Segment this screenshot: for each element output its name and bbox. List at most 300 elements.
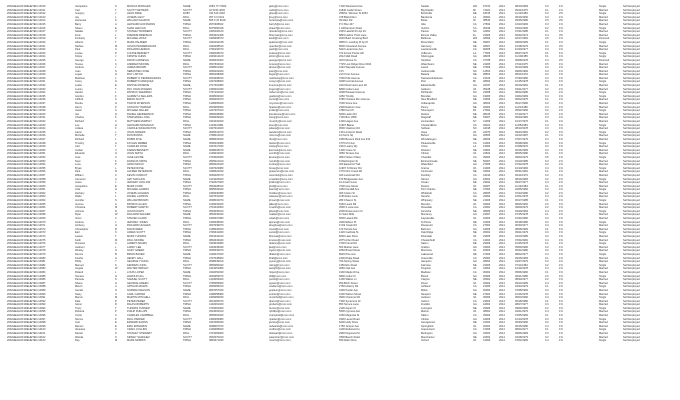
- table-body: [7, 5, 673, 343]
- table-cell: 1%: [559, 296, 563, 300]
- table-cell: NAME: [183, 84, 191, 88]
- table-cell: 1%: [559, 166, 563, 170]
- table-cell: PAUL: [183, 26, 190, 30]
- table-cell: 41006: [483, 339, 491, 343]
- table-cell: 0.4: [545, 267, 549, 271]
- table-cell: 2014: [499, 123, 505, 127]
- table-cell: 2002HEAHOF1REHETEN-10080: [7, 256, 46, 260]
- table-cell: NAME: [183, 177, 191, 181]
- table-cell: Self Employed: [623, 270, 640, 274]
- table-cell: CA: [473, 173, 477, 177]
- table-cell: Hope: [421, 130, 428, 134]
- table-cell: 1%: [559, 181, 563, 185]
- table-cell: 2014: [499, 299, 505, 303]
- table-cell: Elmore Valley: [421, 33, 437, 37]
- table-cell: 2002HEAHOF1REHETEN-10092: [7, 299, 46, 303]
- table-cell: 472 Forest Pointe Hill: [339, 51, 364, 55]
- table-cell: 2002HEAHOF1REHETEN-10077: [7, 245, 46, 249]
- table-cell: 05/18/1980: [515, 220, 528, 224]
- table-cell: brose@xxxx.com: [269, 166, 289, 170]
- table-cell: Married: [599, 260, 608, 264]
- table-cell: 41006: [483, 120, 491, 123]
- table-cell: Married: [599, 292, 608, 296]
- table-cell: ROY LISTON: [127, 73, 143, 77]
- table-cell: Single: [599, 166, 607, 170]
- table-cell: 24005: [483, 62, 491, 66]
- table-cell: CA: [473, 256, 477, 260]
- table-cell: 3670308022: [209, 22, 224, 26]
- table-cell: Charles: [75, 116, 84, 120]
- table-cell: 77006: [483, 51, 491, 55]
- table-cell: 400 Landmark Rd: [339, 173, 360, 177]
- table-cell: Self Employed: [623, 256, 640, 260]
- table-cell: PATRICK ALLEN: [127, 202, 147, 206]
- table-cell: 1%: [559, 98, 563, 102]
- table-cell: 0.1: [545, 227, 549, 231]
- table-cell: Single: [599, 26, 607, 30]
- table-cell: Married: [599, 235, 608, 238]
- table-cell: Self Employed: [623, 51, 640, 55]
- table-cell: TRINH: [183, 33, 191, 37]
- table-cell: 2014: [499, 202, 505, 206]
- table-cell: 44006: [483, 317, 491, 321]
- table-cell: 2002HEAHOF1REHETEN-10055: [7, 166, 46, 170]
- table-cell: DANIEL HENDERSON: [127, 112, 154, 116]
- table-cell: 1%: [559, 242, 563, 246]
- table-cell: 7000 Stone Ave: [339, 102, 358, 106]
- table-cell: 2014: [499, 69, 505, 73]
- table-cell: 0.4: [545, 33, 549, 37]
- table-cell: 2014: [499, 37, 505, 41]
- table-cell: F: [115, 116, 117, 120]
- table-cell: Self Employed: [623, 12, 640, 16]
- table-cell: 1%: [559, 328, 563, 332]
- table-cell: 06/13/1983: [515, 66, 528, 70]
- table-cell: mking@xxxx.com: [269, 263, 290, 267]
- table-cell: 1%: [559, 152, 563, 156]
- table-cell: 4308058080: [209, 292, 224, 296]
- table-cell: 3500 S Lane Ave: [339, 206, 359, 210]
- table-cell: Self Employed: [623, 335, 640, 339]
- table-cell: NE: [473, 12, 477, 16]
- table-cell: 1%: [559, 30, 563, 34]
- table-cell: Pamela: [75, 278, 84, 282]
- table-cell: Marion: [421, 310, 429, 314]
- table-cell: 0.1: [545, 8, 549, 12]
- table-cell: Self Employed: [623, 73, 640, 77]
- table-cell: 3504028010: [209, 184, 224, 188]
- table-cell: 2002HEAHOF1REHETEN-10020: [7, 40, 46, 44]
- table-cell: Self Employed: [623, 220, 640, 224]
- table-cell: 28005: [483, 191, 491, 195]
- table-cell: CARL CARTER: [127, 292, 146, 296]
- table-cell: ANDREW MOORE: [127, 62, 150, 66]
- table-cell: T: [115, 134, 117, 138]
- table-cell: T: [115, 87, 117, 91]
- table-cell: gnelson@xxxx.com: [269, 288, 292, 292]
- table-cell: 19006: [483, 94, 491, 98]
- table-cell: 0.1: [545, 213, 549, 217]
- table-cell: Married: [599, 66, 608, 70]
- table-cell: 2002HEAHOF1REHETEN-10090: [7, 292, 46, 296]
- table-cell: S: [115, 5, 117, 8]
- table-cell: 06/15/1980: [515, 324, 528, 328]
- table-cell: ccampbell@xxxx.com: [269, 314, 295, 318]
- table-cell: 0.3: [545, 127, 549, 131]
- table-cell: 2002HEAHOF1REHETEN-10057: [7, 173, 46, 177]
- table-cell: JOSEPH LEVY: [127, 15, 145, 19]
- table-cell: 478 Blanchfern: [339, 15, 357, 19]
- table-cell: Self Employed: [623, 22, 640, 26]
- table-cell: Self Employed: [623, 328, 640, 332]
- table-cell: 24004: [483, 206, 491, 210]
- table-cell: MONICA MORALES: [127, 5, 151, 8]
- table-cell: A: [115, 202, 117, 206]
- table-cell: 1%: [559, 5, 563, 8]
- table-cell: jharris@xxxx.com: [269, 188, 290, 192]
- table-cell: 0.3: [545, 217, 549, 221]
- table-cell: Self Employed: [623, 292, 640, 296]
- table-cell: 0.1: [545, 285, 549, 289]
- table-cell: 2002HEAHOF1REHETEN-10082: [7, 263, 46, 267]
- table-cell: 650 Alder Drive: [339, 339, 357, 343]
- table-cell: Single: [599, 40, 607, 44]
- table-cell: 0.2: [545, 292, 549, 296]
- table-cell: GA: [473, 227, 477, 231]
- table-cell: Married: [599, 120, 608, 123]
- table-cell: 1%: [559, 252, 563, 256]
- table-cell: Married: [599, 73, 608, 77]
- table-cell: FL: [473, 33, 477, 37]
- table-cell: Shreveport: [421, 109, 434, 113]
- table-cell: Zachary: [75, 191, 85, 195]
- table-cell: 10/22/1982: [515, 217, 528, 221]
- table-cell: L: [115, 91, 117, 95]
- table-cell: 35108: [483, 87, 491, 91]
- table-cell: SCOTT WINTERS: [127, 8, 149, 12]
- table-cell: Clinton: [421, 317, 430, 321]
- table-cell: 280 Chaunc St: [339, 199, 357, 203]
- table-cell: clong@xxxx.com: [269, 116, 289, 120]
- table-cell: RUBY: [183, 12, 191, 16]
- table-cell: Self Employed: [623, 15, 640, 19]
- table-cell: 2002HEAHOF1REHETEN-10071: [7, 224, 46, 228]
- table-cell: VA: [473, 184, 477, 188]
- table-cell: 07006: [483, 66, 491, 70]
- table-cell: Natalie: [75, 30, 84, 34]
- table-cell: Self Employed: [623, 163, 640, 167]
- table-cell: 07/21/1985: [515, 30, 528, 34]
- table-cell: W: [115, 267, 118, 271]
- table-cell: Self Employed: [623, 314, 640, 318]
- table-cell: 0.2: [545, 306, 549, 310]
- table-cell: 12504: [483, 69, 491, 73]
- table-cell: 2002HEAHOF1REHETEN-10014: [7, 19, 46, 23]
- table-cell: rfive@xxxx.com: [269, 137, 288, 141]
- table-cell: William: [75, 173, 84, 177]
- table-cell: ROBERT MARTIN: [127, 206, 149, 210]
- table-cell: nparker@xxxx.com: [269, 317, 292, 321]
- table-cell: 2002HEAHOF1REHETEN-10072: [7, 227, 46, 231]
- table-cell: P: [115, 299, 117, 303]
- table-cell: 07/30/1982: [515, 76, 528, 80]
- table-cell: Andrew: [75, 66, 84, 70]
- table-cell: Cincinnati: [421, 170, 433, 174]
- table-cell: 2014: [499, 73, 505, 77]
- table-cell: 09/03/1979: [515, 155, 528, 159]
- table-cell: 1%: [559, 285, 563, 289]
- table-cell: 0.1: [545, 314, 549, 318]
- table-cell: NE: [473, 170, 477, 174]
- table-cell: 2014: [499, 314, 505, 318]
- table-cell: Paul: [75, 48, 81, 52]
- table-cell: NAME: [183, 235, 191, 238]
- table-cell: 07/22/1978: [515, 163, 528, 167]
- table-cell: 2014: [499, 80, 505, 84]
- table-cell: tweber@xxxx.com: [269, 141, 291, 145]
- table-cell: 08/24/1977: [515, 328, 528, 332]
- table-cell: 1%: [559, 105, 563, 109]
- table-cell: 1%: [559, 310, 563, 314]
- table-cell: Kristie: [75, 55, 83, 59]
- table-cell: 0.3: [545, 116, 549, 120]
- table-cell: TRINH: [183, 227, 191, 231]
- table-cell: 06/20/1982: [515, 116, 528, 120]
- table-cell: Ocean: [421, 181, 429, 185]
- table-cell: 500 Market Lane: [339, 245, 359, 249]
- table-cell: 08/30/1977: [515, 278, 528, 282]
- table-cell: Single: [599, 130, 607, 134]
- table-cell: creed@xxxx.com: [269, 227, 289, 231]
- table-cell: Single: [599, 12, 607, 16]
- table-cell: 2002HEAHOF1REHETEN-10033: [7, 87, 46, 91]
- table-cell: 0.4: [545, 224, 549, 228]
- table-cell: 1050 Magnolia St: [339, 314, 360, 318]
- table-cell: Self Employed: [623, 91, 640, 95]
- table-cell: RICHARD HUGHES: [127, 224, 151, 228]
- table-cell: PA: [473, 109, 477, 113]
- table-cell: 11997 N Winsor Rd: [339, 166, 362, 170]
- table-cell: Married: [599, 206, 608, 210]
- table-cell: 1%: [559, 26, 563, 30]
- table-cell: Hortensia: [75, 19, 87, 23]
- table-cell: 09007: [483, 40, 491, 44]
- table-cell: 1%: [559, 235, 563, 238]
- table-cell: NAME: [183, 306, 191, 310]
- table-cell: 03/24/1990: [515, 26, 528, 30]
- table-cell: 1%: [559, 274, 563, 278]
- table-cell: 2014: [499, 224, 505, 228]
- table-cell: ALFRED PETERSON: [127, 170, 153, 174]
- table-cell: Self Employed: [623, 76, 640, 80]
- table-cell: TRINH: [183, 109, 191, 113]
- table-cell: 27005: [483, 163, 491, 167]
- table-cell: 06/21/1980: [515, 274, 528, 278]
- table-cell: 18015: [483, 12, 491, 16]
- table-cell: 08/25/1980: [515, 152, 528, 156]
- table-cell: dperez@xxxx.com: [269, 299, 291, 303]
- table-cell: 2014: [499, 252, 505, 256]
- table-cell: 2014: [499, 220, 505, 224]
- table-cell: 2002HEAHOF1REHETEN-10045: [7, 130, 46, 134]
- table-cell: louisep@xxxx.com: [269, 51, 291, 55]
- table-cell: Broomfield: [421, 40, 434, 44]
- table-cell: Earl: [75, 231, 80, 235]
- table-cell: Married: [599, 314, 608, 318]
- table-cell: Paxton: [421, 30, 430, 34]
- table-cell: 3506056010: [209, 285, 224, 289]
- table-cell: 3430102018: [209, 40, 224, 44]
- table-cell: 2002HEAHOF1REHETEN-10063: [7, 195, 46, 199]
- table-cell: Self Employed: [623, 191, 640, 195]
- table-cell: KAYLEN WEBER: [127, 141, 148, 145]
- table-cell: 09/17/1982: [515, 102, 528, 106]
- table-cell: CA: [473, 26, 477, 30]
- table-cell: 3508049010: [209, 260, 224, 264]
- table-cell: Self Employed: [623, 166, 640, 170]
- table-cell: 1%: [559, 94, 563, 98]
- table-cell: 2002HEAHOF1REHETEN-10098: [7, 321, 46, 325]
- table-cell: 0.3: [545, 288, 549, 292]
- table-cell: 3407066030: [209, 321, 224, 325]
- table-cell: 22006: [483, 263, 491, 267]
- table-cell: Gerald: [75, 288, 83, 292]
- table-cell: Self Employed: [623, 170, 640, 174]
- table-cell: 07/15/1978: [515, 213, 528, 217]
- table-cell: L: [115, 58, 117, 62]
- table-cell: 09/09/1983: [515, 40, 528, 44]
- table-cell: Self Employed: [623, 33, 640, 37]
- table-cell: 27693: [483, 22, 491, 26]
- table-cell: 29006: [483, 242, 491, 246]
- table-cell: nsmith@xxxx.com: [269, 159, 291, 163]
- table-cell: B: [115, 252, 117, 256]
- table-cell: 48006: [483, 37, 491, 41]
- table-cell: VA: [473, 281, 477, 285]
- table-cell: 2002HEAHOF1REHETEN-10049: [7, 145, 46, 149]
- table-cell: hortensia@xxxx.com: [269, 19, 294, 23]
- table-cell: vclark@xxxx.com: [269, 217, 290, 221]
- table-cell: 4504208010: [209, 76, 224, 80]
- table-cell: Laurel: [421, 66, 429, 70]
- table-cell: 0.4: [545, 310, 549, 314]
- table-cell: SCOTT: [183, 51, 192, 55]
- table-cell: 3806022040: [209, 163, 224, 167]
- table-cell: 2014: [499, 170, 505, 174]
- table-cell: 06/18/1980: [515, 299, 528, 303]
- table-cell: pauh@xxxx.com: [269, 48, 289, 52]
- table-cell: NE: [473, 252, 477, 256]
- table-cell: GA: [473, 213, 477, 217]
- table-cell: Corey: [75, 80, 82, 84]
- table-cell: SCOTT: [183, 166, 192, 170]
- table-cell: Auburn: [421, 299, 430, 303]
- table-cell: Single: [599, 199, 607, 203]
- table-cell: TRAVIS MYERSON: [127, 102, 151, 106]
- table-cell: 3700 Forest Rd: [339, 242, 357, 246]
- table-cell: Wesley: [75, 249, 84, 253]
- table-cell: Salem: [421, 314, 429, 318]
- table-cell: 2014: [499, 26, 505, 30]
- table-cell: 3502070010: [209, 335, 224, 339]
- table-cell: Married: [599, 267, 608, 271]
- table-cell: 2014: [499, 213, 505, 217]
- table-cell: cmaclain@xxxx.com: [269, 177, 293, 181]
- table-cell: Edwardsville: [421, 84, 436, 88]
- table-cell: 2%: [559, 58, 563, 62]
- table-cell: P: [115, 310, 117, 314]
- table-cell: TRINH: [183, 256, 191, 260]
- table-cell: PAUL MOORE: [127, 238, 145, 242]
- table-cell: 2014: [499, 310, 505, 314]
- table-cell: 8160 Lewis Rd: [339, 202, 357, 206]
- table-cell: F: [115, 127, 117, 131]
- table-cell: Married: [599, 213, 608, 217]
- table-cell: S: [115, 231, 117, 235]
- table-cell: 1%: [559, 281, 563, 285]
- table-cell: TRINH: [183, 181, 191, 185]
- table-cell: Vanessa: [75, 328, 85, 332]
- table-cell: shaunf@xxxx.com: [269, 26, 291, 30]
- table-cell: 2014: [499, 288, 505, 292]
- table-cell: Self Employed: [623, 238, 640, 242]
- table-cell: SCOTT: [183, 87, 192, 91]
- table-cell: 1%: [559, 199, 563, 203]
- table-cell: Married: [599, 84, 608, 88]
- table-cell: 1%: [559, 292, 563, 296]
- table-cell: 32002: [483, 281, 491, 285]
- table-cell: A: [115, 109, 117, 113]
- table-cell: Stockton: [421, 58, 432, 62]
- table-cell: Victor: [75, 217, 82, 221]
- table-cell: Johnnie: [75, 209, 85, 213]
- table-cell: 05/06/1982: [515, 270, 528, 274]
- table-cell: SEBASTIEN JOSE: [127, 69, 150, 73]
- table-cell: 3805029040: [209, 188, 224, 192]
- table-cell: Franklin: [421, 303, 431, 307]
- table-cell: 2014: [499, 328, 505, 332]
- table-cell: VA: [473, 296, 477, 300]
- table-cell: TRINH: [183, 69, 191, 73]
- table-cell: NE: [473, 181, 477, 185]
- table-cell: NY: [473, 120, 477, 123]
- table-cell: Married: [599, 76, 608, 80]
- table-cell: MICHAEL MILLER: [127, 109, 149, 113]
- table-cell: NE: [473, 148, 477, 152]
- table-cell: 2002HEAHOF1REHETEN-10043: [7, 123, 46, 127]
- table-cell: 06/16/1983: [515, 148, 528, 152]
- table-cell: Rockton: [421, 148, 431, 152]
- table-cell: Greenville: [421, 256, 433, 260]
- table-cell: Self Employed: [623, 116, 640, 120]
- table-cell: 2014: [499, 281, 505, 285]
- table-cell: VA: [473, 267, 477, 271]
- table-cell: 2014: [499, 238, 505, 242]
- table-cell: 0.5: [545, 62, 549, 66]
- table-cell: jlee@xxxx.com: [269, 245, 287, 249]
- table-cell: 2014: [499, 145, 505, 149]
- table-cell: 38502: [483, 73, 491, 77]
- table-cell: 8 Washington St: [339, 159, 358, 163]
- table-cell: 0.4: [545, 339, 549, 343]
- table-cell: Philip: [75, 260, 82, 264]
- table-cell: 50007: [483, 159, 491, 163]
- table-cell: Bryan: [75, 166, 82, 170]
- table-cell: TRINH: [183, 209, 191, 213]
- table-cell: NE: [473, 137, 477, 141]
- table-cell: sgreen@xxxx.com: [269, 281, 291, 285]
- table-cell: GA: [473, 303, 477, 307]
